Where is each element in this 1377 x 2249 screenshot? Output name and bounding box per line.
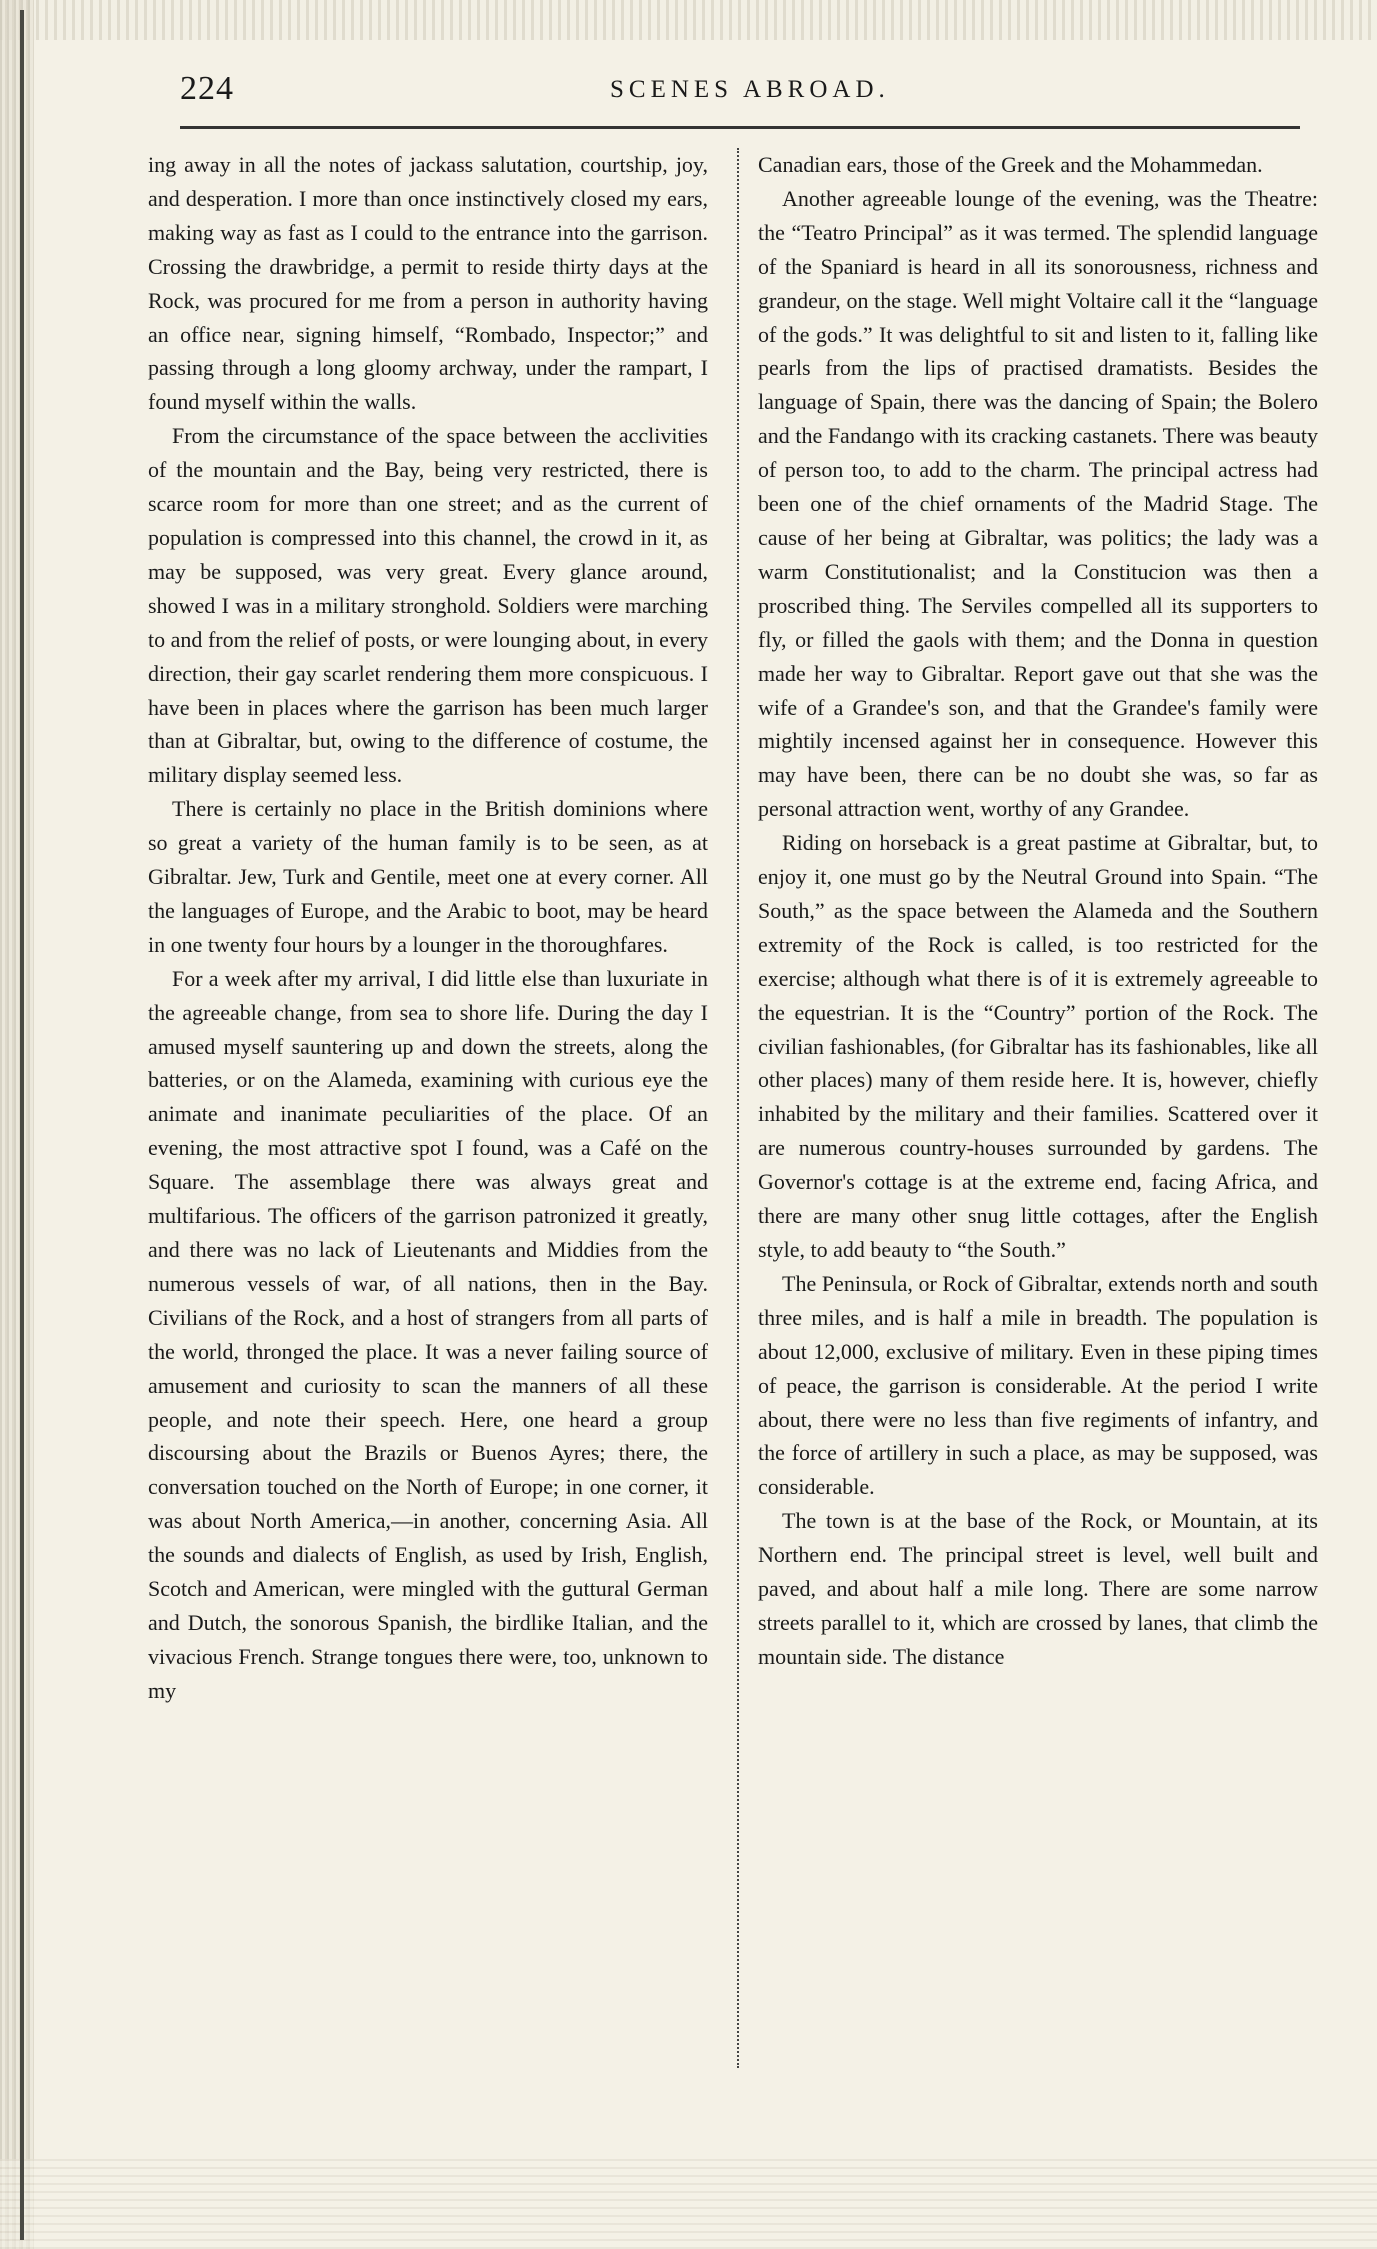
header-rule bbox=[180, 126, 1300, 129]
paragraph: ing away in all the notes of jackass salutation, courtship, joy, and desperation. I more than once instinctively closed my ears, making way as fast as I could to the entrance into the garrison. Crossing the drawbridge, a permit to reside thirty days at the Rock, was procured for me from a person in authority having an office near, signing himself, “Rombado, Inspector;” and passing through a long gloomy archway, under the rampart, I found myself within the walls. bbox=[148, 152, 708, 415]
column-divider bbox=[737, 148, 739, 2068]
page-border-line bbox=[20, 10, 24, 2240]
paragraph: Canadian ears, those of the Greek and the Mohammedan. bbox=[758, 152, 1263, 177]
scan-edge-bottom bbox=[0, 2159, 1377, 2249]
paragraph: The Peninsula, or Rock of Gibraltar, extends north and south three miles, and is half a mile in breadth. The population is about 12,000, exclusive of military. Even in these piping times of peace, the garrison is considerable. At the period I write about, there were no less than five regiments of infantry, and the force of artillery in such a place, as may be supposed, was considerable. bbox=[758, 1270, 1318, 1500]
left-column bbox=[148, 148, 708, 1708]
scan-edge-top bbox=[0, 0, 1377, 40]
paragraph: For a week after my arrival, I did little else than luxuriate in the agreeable change, from sea to shore life. During the day I amused myself sauntering up and down the streets, along the batteries, or on the Alameda, examining with curious eye the animate and inanimate peculiarities of the place. Of an evening, the most attractive spot I found, was a Café on the Square. The assemblage there was always great and multifarious. The officers of the garrison patronized it greatly, and there was no lack of Lieutenants and Middies from the numerous vessels of war, of all nations, then in the Bay. Civilians of the Rock, and a host of strangers from all parts of the world, thronged the place. It was a never failing source of amusement and curiosity to scan the manners of all these people, and note their speech. Here, one heard a group discoursing about the Brazils or Buenos Ayres; there, the conversation touched on the North of Europe; in one corner, it was about North America,—in another, concerning Asia. All the sounds and dialects of English, as used by Irish, English, Scotch and American, were mingled with the guttural German and Dutch, the sonorous Spanish, the birdlike Italian, and the vivacious French. Strange tongues there were, too, unknown to my bbox=[148, 965, 708, 1703]
running-head: SCENES ABROAD. bbox=[610, 76, 890, 103]
paragraph: From the circumstance of the space between the acclivities of the mountain and the Bay, being very restricted, there is scarce room for more than one street; and as the current of population is compressed into this channel, the crowd in it, as may be supposed, was very great. Every glance around, showed I was in a military stronghold. Soldiers were marching to and from the relief of posts, or were lounging about, in every direction, their gay scarlet rendering them more conspicuous. I have been in places where the garrison has been much larger than at Gibraltar, but, owing to the difference of costume, the military display seemed less. bbox=[148, 423, 708, 788]
right-column bbox=[758, 148, 1318, 1674]
page-header bbox=[180, 70, 1300, 114]
scan-edge-left bbox=[0, 0, 34, 2249]
page-number: 224 bbox=[180, 70, 234, 107]
paragraph: Another agreeable lounge of the evening, was the Theatre: the “Teatro Principal” as it was termed. The splendid language of the Spaniard is heard in all its sonorousness, richness and grandeur, on the stage. Well might Voltaire call it the “language of the gods.” It was delightful to sit and listen to it, falling like pearls from the lips of practised dramatists. Besides the language of Spain, there was the dancing of Spain; the Bolero and the Fandango with its cracking castanets. There was beauty of person too, to add to the charm. The principal actress had been one of the chief ornaments of the Madrid Stage. The cause of her being at Gibraltar, was politics; the lady was a warm Constitutionalist; and la Constitucion was then a proscribed thing. The Serviles compelled all its supporters to fly, or filled the gaols with them; and the Donna in question made her way to Gibraltar. Report gave out that she was the wife of a Grandee's son, and that the Grandee's family were mightily incensed against her in consequence. However this may have been, there can be no doubt she was, so far as personal attraction went, worthy of any Grandee. bbox=[758, 185, 1318, 822]
paragraph: Riding on horseback is a great pastime at Gibraltar, but, to enjoy it, one must go by the Neutral Ground into Spain. “The South,” as the space between the Alameda and the Southern extremity of the Rock is called, is too restricted for the exercise; although what there is of it is extremely agreeable to the equestrian. It is the “Country” portion of the Rock. The civilian fashionables, (for Gibraltar has its fashionables, like all other places) many of them reside here. It is, however, chiefly inhabited by the military and their families. Scattered over it are numerous country-houses surrounded by gardens. The Governor's cottage is at the extreme end, facing Africa, and there are many other snug little cottages, after the English style, to add beauty to “the South.” bbox=[758, 830, 1318, 1262]
paragraph: There is certainly no place in the British dominions where so great a variety of the human family is to be seen, as at Gibraltar. Jew, Turk and Gentile, meet one at every corner. All the languages of Europe, and the Arabic to boot, may be heard in one twenty four hours by a lounger in the thoroughfares. bbox=[148, 796, 708, 957]
paragraph: The town is at the base of the Rock, or Mountain, at its Northern end. The principal street is level, well built and paved, and about half a mile long. There are some narrow streets parallel to it, which are crossed by lanes, that climb the mountain side. The distance bbox=[758, 1508, 1318, 1669]
